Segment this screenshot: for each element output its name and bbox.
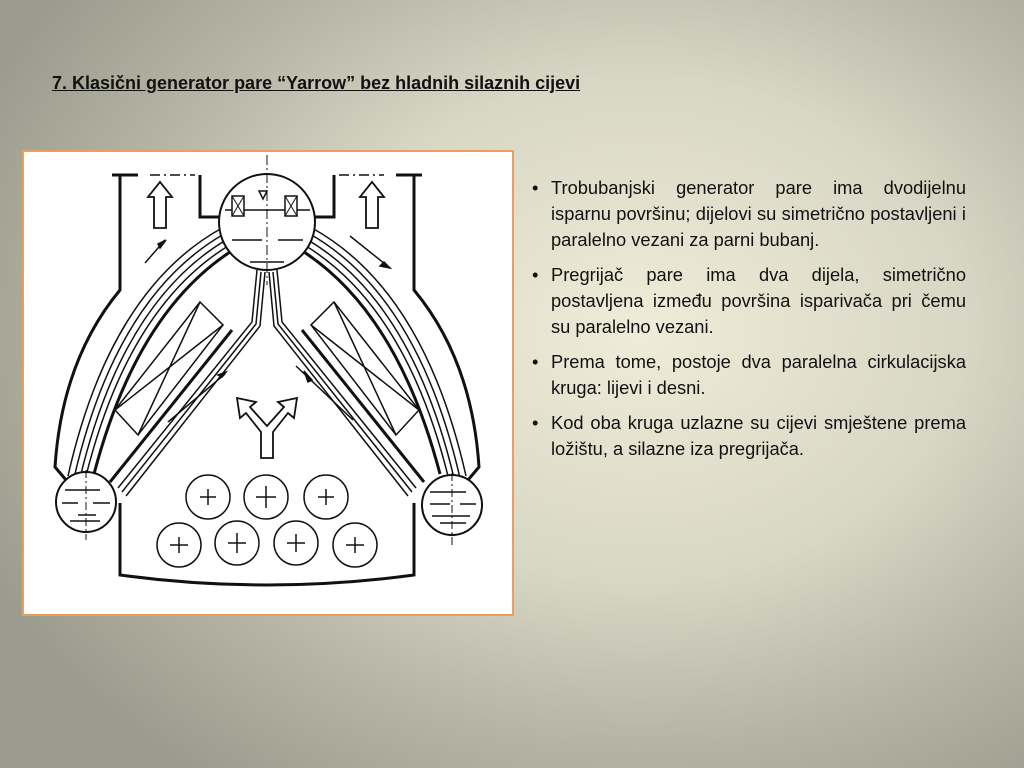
bullet-item <box>532 175 966 253</box>
water-drum-left <box>56 470 116 540</box>
bullet-list <box>532 175 966 471</box>
bullet-text: Trobubanjski generator pare ima dvodijelnu isparnu površinu; dijelovi su simetrično postavljeni i paralelno vezani za parni bubanj. <box>551 177 966 250</box>
bullet-marker: • <box>532 177 539 198</box>
burner <box>274 521 318 565</box>
inner-tubes-right <box>269 270 424 496</box>
boiler-schematic <box>22 150 514 616</box>
bullet-marker: • <box>532 351 539 372</box>
bullet-text: Prema tome, postoje dva paralelna cirkulacijska kruga: lijevi i desni. <box>551 351 966 398</box>
bullet-item <box>532 349 966 401</box>
burners <box>157 475 377 567</box>
bullet-text: Pregrijač pare ima dva dijela, simetrično postavljena između površina isparivača pri čemu su paralelno vezani. <box>551 264 966 337</box>
burner <box>186 475 230 519</box>
flue-gas-arrow-right <box>360 182 384 228</box>
bullet-marker: • <box>532 412 539 433</box>
outer-tube-bundle-left <box>68 228 230 478</box>
bullet-item <box>532 410 966 462</box>
burner <box>215 521 259 565</box>
bullet-marker: • <box>532 264 539 285</box>
bullet-text: Kod oba kruga uzlazne su cijevi smještene prema ložištu, a silazne iza pregrijača. <box>551 412 966 459</box>
slide-title: 7. Klasični generator pare “Yarrow” bez hladnih silaznih cijevi <box>52 73 581 93</box>
steam-drum-top <box>219 155 315 285</box>
bullet-item <box>532 262 966 340</box>
burner <box>244 475 288 519</box>
yarrow-boiler-diagram <box>22 150 514 616</box>
water-drum-right <box>422 473 482 545</box>
flue-gas-split-arrow <box>237 398 297 458</box>
burner <box>157 523 201 567</box>
inner-tubes-left <box>110 270 265 496</box>
burner <box>333 523 377 567</box>
flue-gas-arrow-left <box>148 182 172 228</box>
burner <box>304 475 348 519</box>
